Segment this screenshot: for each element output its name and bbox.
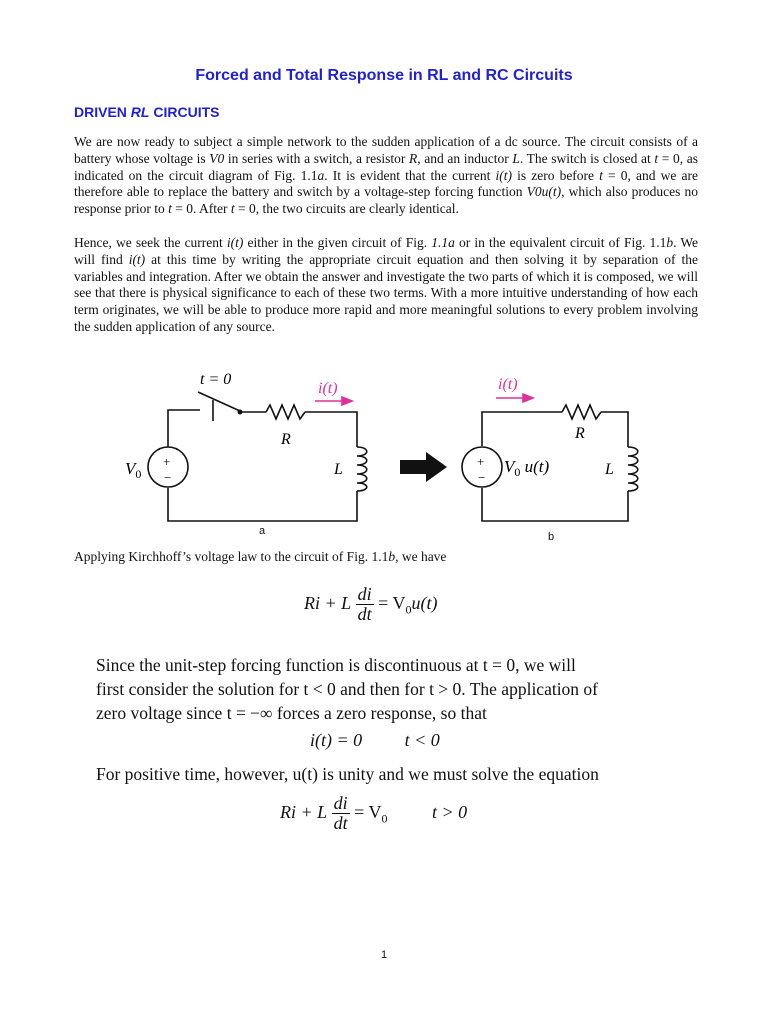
equivalence-arrow bbox=[400, 452, 447, 482]
p2-text-2: either in the given circuit of Fig. bbox=[243, 235, 432, 250]
p1-text-5: = 0, as indicated on the circuit diagram of Fig. 1.1 bbox=[74, 150, 699, 183]
paragraph-4 bbox=[96, 762, 686, 786]
p2-b: b bbox=[666, 235, 674, 250]
p2-text-1: Hence, we seek the current bbox=[74, 235, 227, 250]
eq3-cond: t > 0 bbox=[432, 801, 468, 822]
circuit-a-source-minus: − bbox=[164, 470, 172, 485]
circuit-b-inductor bbox=[628, 447, 638, 491]
circuit-a-current-arrowhead bbox=[342, 397, 352, 405]
page-number: 1 bbox=[380, 949, 388, 961]
p2-text-3: or in the equivalent circuit of Fig. 1.1 bbox=[454, 235, 667, 250]
circuit-b-source-label: $V_0$ u(t) bbox=[504, 457, 550, 479]
p2-it2: i(t) bbox=[128, 251, 146, 267]
circuit-a-wire-right-top bbox=[305, 412, 357, 447]
switch-label: t = 0 bbox=[200, 371, 232, 388]
p1-v0u: V0u(t) bbox=[526, 184, 562, 200]
eq1-rhs-tail: u(t) bbox=[411, 592, 438, 613]
section-suffix: CIRCUITS bbox=[149, 104, 220, 120]
p1-text-11: = 0, the two circuits are clearly identical. bbox=[234, 201, 459, 217]
circuit-a-current-label: i(t) bbox=[318, 380, 338, 397]
p1-t3: t bbox=[168, 201, 172, 217]
paragraph-2 bbox=[74, 235, 698, 336]
p1-it: i(t) bbox=[495, 167, 512, 183]
p1-text-2: in series with a switch, a resistor bbox=[224, 150, 409, 166]
eq3-fraction bbox=[332, 794, 350, 834]
p1-t2: t bbox=[599, 167, 603, 183]
circuit-figure bbox=[0, 360, 768, 545]
p1-t4: t bbox=[230, 201, 235, 217]
circuit-b-wire-right-top bbox=[601, 412, 628, 447]
kirchhoff-text-2: , we have bbox=[395, 549, 447, 564]
p3-line-1: Since the unit-step forcing function is discontinuous at t = 0, we will bbox=[96, 655, 576, 675]
circuit-a-wire-left-top bbox=[168, 410, 200, 447]
p1-text-1: We are now ready to subject a simple network to the sudden application of a dc source. The circuit consists of a battery whose voltage is bbox=[74, 134, 698, 166]
paragraph-1 bbox=[74, 134, 698, 218]
p2-text-5: at this time by writing the appropriate circuit equation and then solving it by separation of the variables and integration. After we obtain the answer and investigate the two parts of which it is composed, we will see that there is physical significance to each of these two terms. With a more intuitive understanding of how each term originates, we will be able to produce more rapid and more meaningful solutions to every problem involving the sudden application of any source. bbox=[74, 251, 699, 334]
circuit-a-resistor bbox=[266, 405, 305, 419]
p1-a: a bbox=[317, 167, 325, 183]
kirchhoff-line bbox=[74, 549, 446, 565]
page-title: Forced and Total Response in RL and RC Circuits bbox=[195, 67, 573, 84]
circuit-a-switch bbox=[198, 392, 240, 411]
p2-it: i(t) bbox=[226, 235, 244, 250]
section-prefix: DRIVEN bbox=[74, 104, 131, 120]
circuit-b-resistor-label: R bbox=[575, 425, 585, 442]
circuit-b-resistor bbox=[562, 405, 601, 419]
equation-2 bbox=[310, 730, 440, 751]
circuit-a-switch-pivot bbox=[238, 410, 243, 415]
eq3-num: di bbox=[333, 793, 348, 813]
kirchhoff-text-1: Applying Kirchhoff’s voltage law to the circuit of Fig. 1.1 bbox=[74, 549, 389, 564]
p2-fig1a: 1.1a bbox=[431, 235, 455, 250]
circuit-b-inductor-label: L bbox=[605, 461, 614, 478]
circuit-b-current-arrowhead bbox=[523, 394, 533, 402]
p1-text-3: , and an inductor bbox=[417, 150, 513, 166]
eq3-den: dt bbox=[333, 812, 348, 833]
equation-3 bbox=[280, 794, 467, 834]
section-heading bbox=[74, 104, 219, 120]
eq2-lhs: i(t) = 0 bbox=[310, 730, 363, 750]
circuit-b-source-plus: + bbox=[477, 454, 485, 469]
p2-text-4: . We will find bbox=[74, 235, 698, 267]
p1-l: L bbox=[512, 150, 520, 166]
eq3-rhs: = V bbox=[354, 801, 382, 822]
circuit-b-current-label: i(t) bbox=[498, 376, 518, 393]
p3-line-2: first consider the solution for t < 0 and then for t > 0. The application of bbox=[96, 679, 599, 699]
eq1-rhs-sub: 0 bbox=[405, 602, 412, 617]
circuit-a-resistor-label: R bbox=[281, 431, 291, 448]
eq1-den: dt bbox=[357, 603, 372, 624]
circuit-a-inductor bbox=[357, 447, 367, 491]
eq3-lhs: Ri + L bbox=[280, 801, 328, 822]
p1-text-9: , which also produces no response prior to bbox=[74, 184, 698, 217]
circuit-a-source-label: $V_0$ bbox=[125, 459, 142, 481]
p1-text-6: . It is evident that the current bbox=[324, 167, 496, 183]
section-italic: RL bbox=[130, 104, 150, 120]
eq1-lhs: Ri + L bbox=[304, 592, 352, 613]
p3-line-3: zero voltage since t = −∞ forces a zero response, so that bbox=[96, 703, 487, 723]
eq1-rhs: = V bbox=[378, 592, 406, 613]
circuit-a-source-plus: + bbox=[163, 454, 171, 469]
p1-v0: V0 bbox=[209, 150, 225, 166]
p1-text-8: = 0, and we are therefore able to replace the battery and switch by a voltage-step forcing function bbox=[74, 167, 698, 200]
eq1-num: di bbox=[357, 584, 372, 604]
circuit-b-source-minus: − bbox=[478, 470, 486, 485]
circuit-a-wire-bottom bbox=[168, 488, 357, 521]
paragraph-3 bbox=[96, 653, 686, 725]
equation-1 bbox=[304, 585, 438, 625]
p1-text-10: = 0. After bbox=[171, 201, 231, 217]
kirchhoff-b: b bbox=[388, 549, 396, 564]
p1-text-7: is zero before bbox=[511, 167, 600, 183]
circuit-b-wire-bottom bbox=[482, 488, 628, 521]
figure-label-a: a bbox=[259, 525, 266, 537]
circuit-a-inductor-label: L bbox=[334, 461, 343, 478]
eq2-cond: t < 0 bbox=[404, 730, 440, 750]
p1-r: R bbox=[408, 150, 418, 166]
circuit-b-wire-left-top bbox=[482, 412, 562, 446]
p1-text-4: . The switch is closed at bbox=[519, 150, 655, 166]
p4-line-1: For positive time, however, u(t) is unity and we must solve the equation bbox=[96, 764, 599, 784]
eq3-rhs-sub: 0 bbox=[381, 811, 388, 826]
figure-label-b: b bbox=[548, 531, 555, 543]
eq1-fraction bbox=[356, 585, 374, 625]
p1-t1: t bbox=[654, 150, 659, 166]
